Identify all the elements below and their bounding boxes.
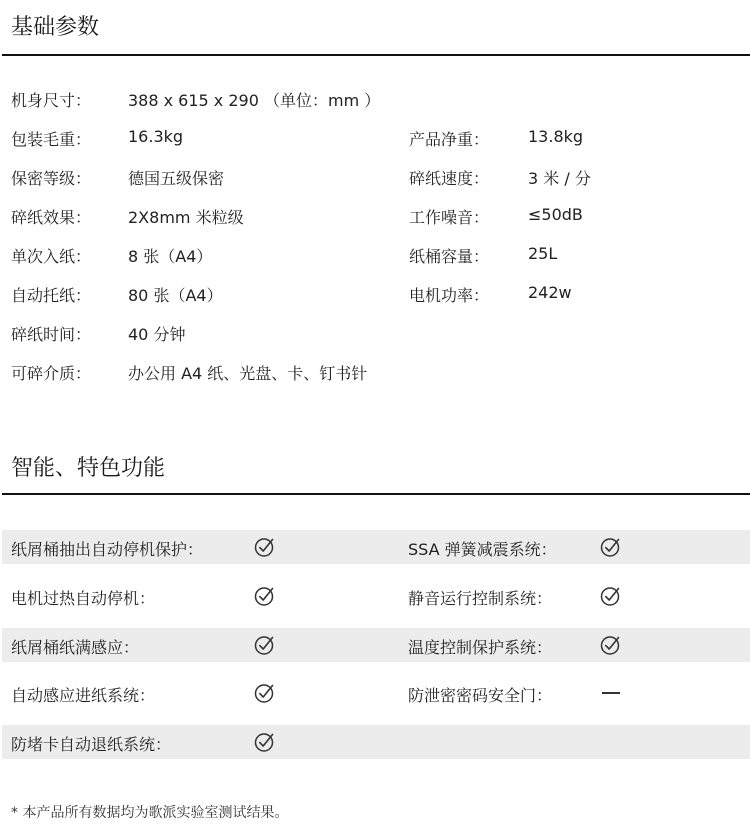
- spec-label: 单次入纸：: [11, 247, 92, 266]
- spec-value: ≤50dB: [528, 205, 583, 224]
- feature-label: 电机过热自动停机：: [11, 588, 156, 608]
- feature-label: 静音运行控制系统：: [408, 588, 553, 608]
- footnote: * 本产品所有数据均为歌派实验室测试结果。: [11, 805, 289, 821]
- basic-params-title: 基础参数: [11, 15, 100, 40]
- features-divider: [2, 493, 750, 495]
- spec-value: 80 张（A4）: [128, 286, 223, 305]
- spec-row: [0, 322, 750, 346]
- check-circle-icon: [599, 633, 623, 657]
- spec-value: 3 米 / 分: [528, 169, 591, 188]
- feature-label: 温度控制保护系统：: [408, 637, 553, 657]
- spec-value: 40 分钟: [128, 325, 186, 344]
- spec-label: 保密等级：: [11, 169, 92, 188]
- spec-label: 可碎介质：: [11, 364, 92, 383]
- feature-label: 纸屑桶抽出自动停机保护：: [11, 540, 204, 559]
- feature-row: [2, 579, 750, 613]
- spec-row: [0, 244, 750, 268]
- spec-value: 8 张（A4）: [128, 247, 213, 266]
- spec-value: 13.8kg: [528, 127, 584, 146]
- feature-row: [2, 725, 750, 759]
- check-circle-icon: [253, 681, 277, 705]
- check-circle-icon: [599, 584, 623, 608]
- spec-label: 自动托纸：: [11, 286, 92, 305]
- feature-label: 纸屑桶纸满感应：: [11, 637, 140, 657]
- spec-value: 办公用 A4 纸、光盘、卡、钉书针: [128, 364, 368, 383]
- spec-label: 纸桶容量：: [409, 247, 490, 266]
- spec-label: 工作噪音：: [409, 208, 490, 227]
- spec-label: 产品净重：: [409, 130, 490, 149]
- feature-label: 自动感应进纸系统：: [11, 686, 156, 706]
- features-title: 智能、特色功能: [11, 456, 166, 481]
- check-circle-icon: [253, 633, 277, 657]
- basic-params-divider: [2, 54, 750, 56]
- spec-value: 388 x 615 x 290 （单位：mm ）: [128, 91, 381, 110]
- spec-label: 机身尺寸：: [11, 91, 92, 110]
- spec-value: 2X8mm 米粒级: [128, 208, 244, 227]
- spec-row: [0, 283, 750, 307]
- check-circle-icon: [253, 730, 277, 754]
- spec-value: 25L: [528, 244, 558, 263]
- spec-row: [0, 166, 750, 190]
- feature-label: 防泄密密码安全门：: [408, 686, 553, 706]
- feature-label: SSA 弹簧减震系统：: [408, 540, 557, 559]
- spec-label: 碎纸效果：: [11, 208, 92, 227]
- dash-icon: [602, 692, 620, 694]
- feature-row: [2, 628, 750, 662]
- spec-label: 碎纸速度：: [409, 169, 490, 188]
- feature-row: [2, 676, 750, 710]
- check-circle-icon: [599, 535, 623, 559]
- spec-row: [0, 361, 750, 385]
- check-circle-icon: [253, 584, 277, 608]
- check-circle-icon: [253, 535, 277, 559]
- spec-row: [0, 88, 750, 112]
- spec-label: 包装毛重：: [11, 130, 92, 149]
- spec-row: [0, 127, 750, 151]
- spec-label: 电机功率：: [409, 286, 490, 305]
- feature-label: 防堵卡自动退纸系统：: [11, 735, 172, 755]
- spec-value: 德国五级保密: [128, 169, 225, 188]
- spec-label: 碎纸时间：: [11, 325, 92, 344]
- spec-row: [0, 205, 750, 229]
- feature-row: [2, 530, 750, 564]
- spec-value: 16.3kg: [128, 127, 184, 146]
- spec-value: 242w: [528, 283, 572, 302]
